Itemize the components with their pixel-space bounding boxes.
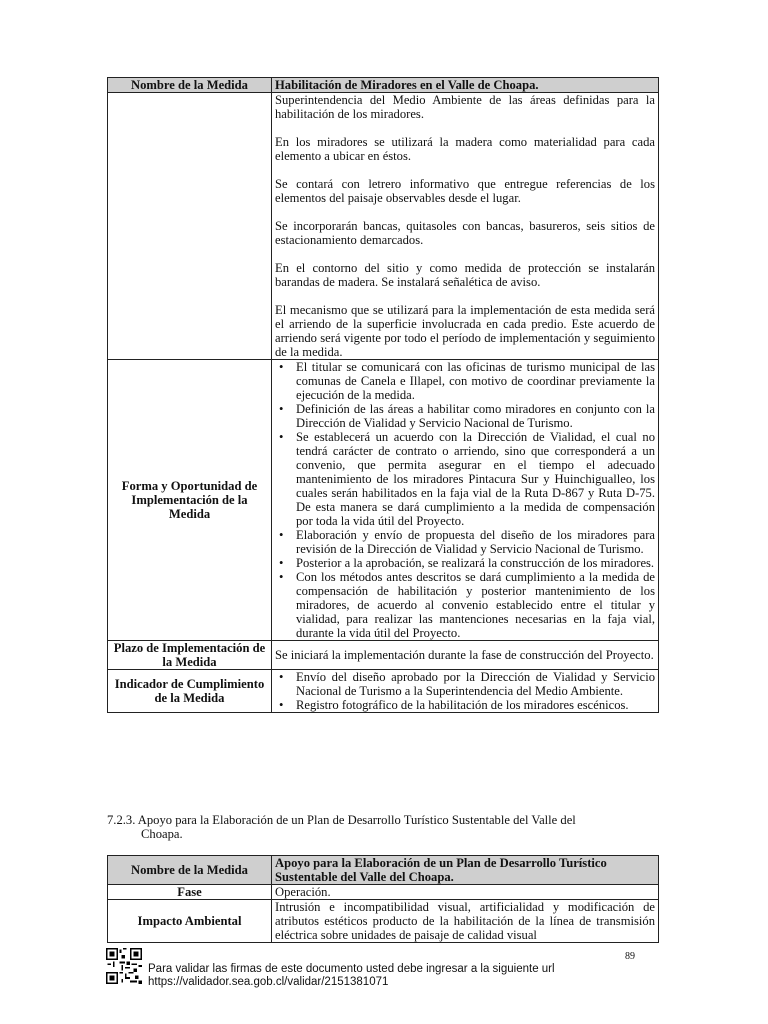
plazo-value: Se iniciará la implementación durante la fase de construcción del Proyecto. <box>272 641 659 670</box>
list-item: • Elaboración y envío de propuesta del diseño de los miradores para revisión de la Dirección de Vialidad y Servicio Nacional de Turismo. <box>275 528 655 556</box>
impacto-label: Impacto Ambiental <box>108 900 272 943</box>
forma-list <box>275 360 655 640</box>
list-item: • Se establecerá un acuerdo con la Dirección de Vialidad, el cual no tendrá carácter de contrato o arriendo, sino que corresponderá a un convenio, que permita asegurar en el tiempo el adecuado mantenimiento de los miradores Pintacura Sur y Huinchigualleo, los cuales serán habilitados en la faja vial de la Ruta D-867 y Ruta D-75. De esta manera se dará cumplimiento a la medida de compensación por toda la vida útil del Proyecto. <box>275 430 655 528</box>
measure-table-miradores <box>107 77 659 713</box>
section-heading <box>107 813 662 841</box>
list-item: • Con los métodos antes descritos se dará cumplimiento a la medida de compensación de habilitación y posterior mantenimiento de los miradores, de acuerdo al convenio establecido entre el titular y vialidad, para realizar las mantenciones necesarias en la faja vial, durante la vida útil del Proyecto. <box>275 570 655 640</box>
indicador-label: Indicador de Cumplimiento de la Medida <box>108 670 272 713</box>
list-item: • Registro fotográfico de la habilitación de los miradores escénicos. <box>275 698 655 712</box>
description-paragraph: En los miradores se utilizará la madera como materialidad para cada elemento a ubicar en éstos. <box>275 135 655 163</box>
fase-value: Operación. <box>272 885 659 900</box>
forma-cell <box>272 360 659 641</box>
description-paragraph: Superintendencia del Medio Ambiente de las áreas definidas para la habilitación de los miradores. <box>275 93 655 121</box>
qr-code-icon <box>106 948 142 984</box>
list-item: • Posterior a la aprobación, se realizará la construcción de los miradores. <box>275 556 655 570</box>
description-paragraph: Se contará con letrero informativo que entregue referencias de los elementos del paisaje observables desde el lugar. <box>275 177 655 205</box>
indicador-list <box>275 670 655 712</box>
description-paragraph: El mecanismo que se utilizará para la implementación de esta medida será el arriendo de la superficie involucrada en cada predio. Este acuerdo de arriendo será vigente por todo el período de implementación y seguimiento de la medida. <box>275 303 655 359</box>
description-label-empty <box>108 93 272 360</box>
list-item: • Envío del diseño aprobado por la Dirección de Vialidad y Servicio Nacional de Turismo a la Superintendencia del Medio Ambiente. <box>275 670 655 698</box>
description-paragraph: En el contorno del sitio y como medida de protección se instalarán barandas de madera. Se instalará señalética de aviso. <box>275 261 655 289</box>
measure-table-plan-turistico <box>107 855 659 943</box>
validation-text: Para validar las firmas de este documento usted debe ingresar a la siguiente url <box>148 963 555 975</box>
section-heading-continuation: Choapa. <box>141 827 183 841</box>
forma-label: Forma y Oportunidad de Implementación de la Medida <box>108 360 272 641</box>
impacto-value: Intrusión e incompatibilidad visual, artificialidad y modificación de atributos estéticos producto de la habilitación de la línea de transmisión eléctrica sobre unidades de paisaje de calidad visual <box>272 900 659 943</box>
list-item: • Definición de las áreas a habilitar como miradores en conjunto con la Dirección de Vialidad y Servicio Nacional de Turismo. <box>275 402 655 430</box>
header-label: Nombre de la Medida <box>108 78 272 93</box>
fase-label: Fase <box>108 885 272 900</box>
page-number: 89 <box>625 951 635 962</box>
list-item: • El titular se comunicará con las oficinas de turismo municipal de las comunas de Canela e Illapel, con motivo de coordinar previamente la ejecución de la medida. <box>275 360 655 402</box>
header-value: Habilitación de Miradores en el Valle de Choapa. <box>272 78 659 93</box>
description-cell <box>272 93 659 360</box>
validation-link[interactable]: https://validador.sea.gob.cl/validar/2151381071 <box>148 976 389 988</box>
description-paragraph: Se incorporarán bancas, quitasoles con bancas, basureros, seis sitios de estacionamiento demarcados. <box>275 219 655 247</box>
indicador-cell <box>272 670 659 713</box>
section-heading-line: 7.2.3. Apoyo para la Elaboración de un Plan de Desarrollo Turístico Sustentable del Valle del <box>107 813 576 827</box>
plazo-label: Plazo de Implementación de la Medida <box>108 641 272 670</box>
header-label: Nombre de la Medida <box>108 856 272 885</box>
header-value: Apoyo para la Elaboración de un Plan de Desarrollo Turístico Sustentable del Valle del Choapa. <box>272 856 659 885</box>
